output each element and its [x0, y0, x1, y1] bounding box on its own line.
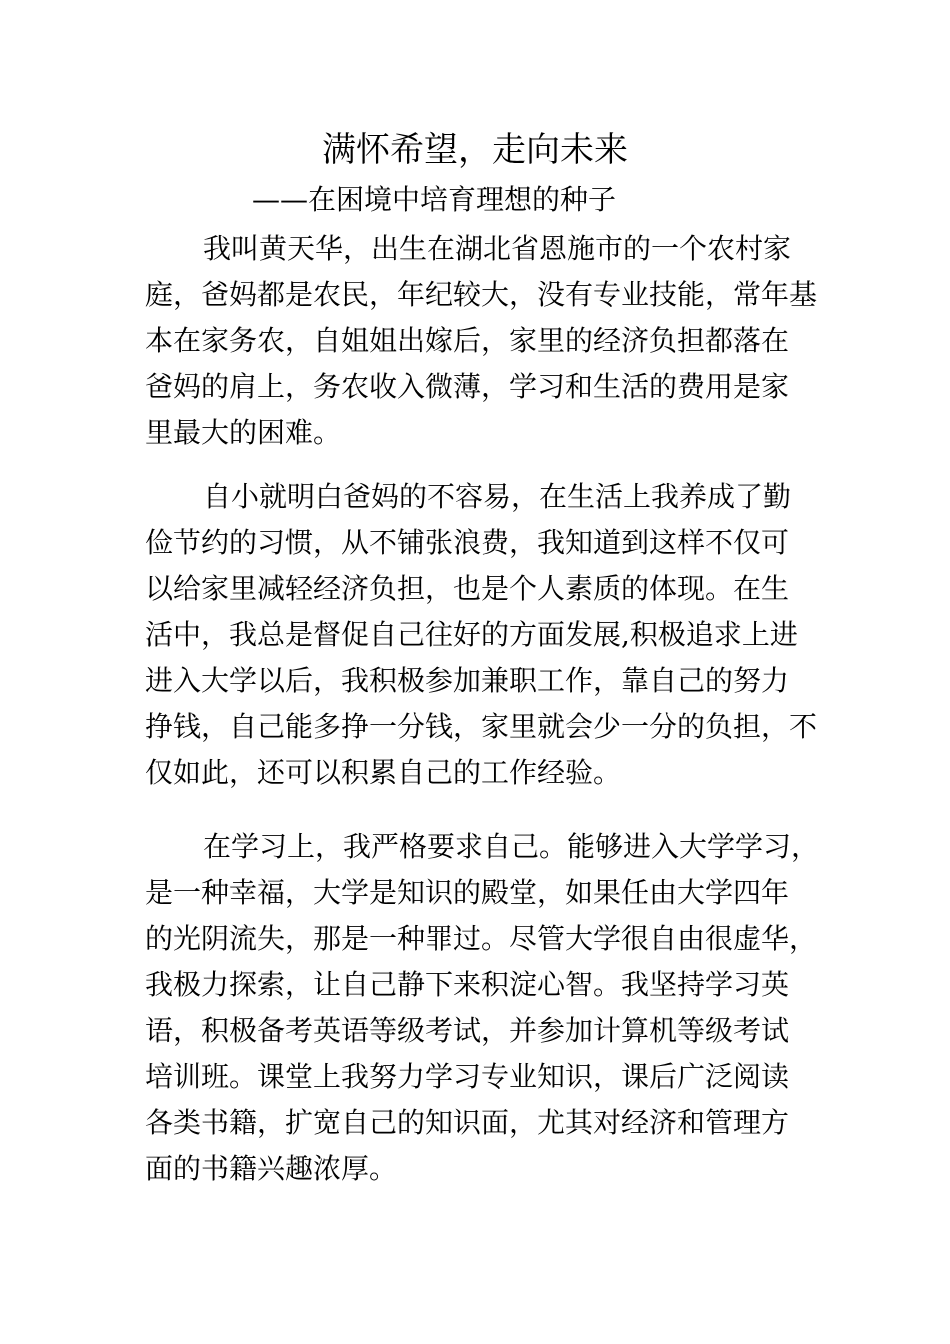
paragraph-3 — [145, 824, 820, 1192]
paragraph-line: 自小就明白爸妈的不容易，在生活上我养成了勤 — [203, 480, 792, 513]
paragraph-line: 是一种幸福，大学是知识的殿堂，如果任由大学四年 — [145, 876, 790, 909]
paragraph-line: 里最大的困难。 — [145, 416, 342, 449]
paragraph-line: 进入大学以后，我积极参加兼职工作，靠自己的努力 — [145, 664, 790, 697]
paragraph-line: 面的书籍兴趣浓厚。 — [145, 1152, 398, 1185]
paragraph-line: 爸妈的肩上，务农收入微薄，学习和生活的费用是家 — [145, 370, 790, 403]
document-title: 满怀希望，走向未来 — [322, 130, 628, 170]
paragraph-line: 仅如此，还可以积累自己的工作经验。 — [145, 756, 622, 789]
paragraph-line: 本在家务农，自姐姐出嫁后，家里的经济负担都落在 — [145, 324, 790, 357]
paragraph-line: 庭，爸妈都是农民，年纪较大，没有专业技能，常年基 — [145, 278, 818, 311]
paragraph-line: 我叫黄天华，出生在湖北省恩施市的一个农村家 — [203, 232, 792, 265]
paragraph-1 — [145, 226, 818, 456]
paragraph-line: 语，积极备考英语等级考试，并参加计算机等级考试 — [145, 1014, 790, 1047]
paragraph-line: 俭节约的习惯，从不铺张浪费，我知道到这样不仅可 — [145, 526, 790, 559]
paragraph-line: 在学习上，我严格要求自己。能够进入大学学习， — [203, 830, 820, 863]
paragraph-line: 以给家里减轻经济负担，也是个人素质的体现。在生 — [145, 572, 790, 605]
document-subtitle: ——在困境中培育理想的种子 — [252, 183, 617, 216]
paragraph-line: 培训班。课堂上我努力学习专业知识，课后广泛阅读 — [145, 1060, 790, 1093]
paragraph-2 — [145, 474, 818, 796]
paragraph-line: 的光阴流失，那是一种罪过。尽管大学很自由很虚华， — [145, 922, 818, 955]
paragraph-line: 我极力探索，让自己静下来积淀心智。我坚持学习英 — [145, 968, 790, 1001]
paragraph-line: 挣钱，自己能多挣一分钱，家里就会少一分的负担，不 — [145, 710, 818, 743]
paragraph-line: 活中，我总是督促自己往好的方面发展,积极追求上进 — [145, 618, 798, 651]
paragraph-line: 各类书籍，扩宽自己的知识面，尤其对经济和管理方 — [145, 1106, 790, 1139]
